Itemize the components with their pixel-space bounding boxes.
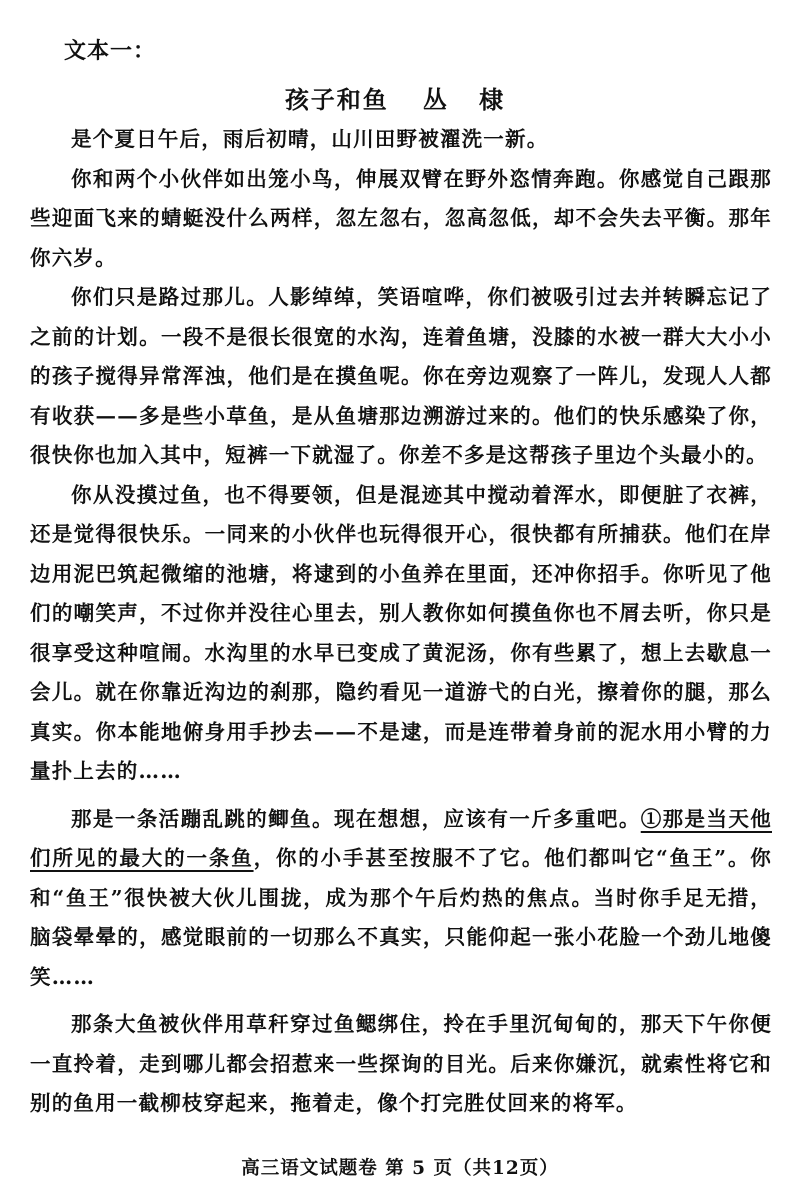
article-body [30,120,772,1124]
paragraph-5-lead: 那是一条活蹦乱跳的鲫鱼。现在想想，应该有一斤多重吧。 [71,806,641,831]
paragraph-3: 你们只是路过那儿。人影绰绰，笑语喧哗，你们被吸引过去并转瞬忘记了之前的计划。一段不是很长很宽的水沟，连着鱼塘，没膝的水被一群大大小小的孩子搅得异常浑浊，他们是在摸鱼呢。你在旁边观察了一阵儿，发现人人都有收获——多是些小草鱼，是从鱼塘那边溯游过来的。他们的快乐感染了你，很快你也加入其中，短裤一下就湿了。你差不多是这帮孩子里边个头最小的。 [30,285,772,467]
paragraph-2: 你和两个小伙伴如出笼小鸟，伸展双臂在野外恣情奔跑。你感觉自己跟那些迎面飞来的蜻蜓没什么两样，忽左忽右，忽高忽低，却不会失去平衡。那年你六岁。 [30,166,772,270]
page-footer: 高三语文试题卷 第 5 页（共12页） [241,1158,559,1179]
paragraph-6: 那条大鱼被伙伴用草秆穿过鱼鳃绑住，拎在手里沉甸甸的，那天下午你便一直拎着，走到哪儿都会招惹来一些探询的目光。后来你嫌沉，就索性将它和别的鱼用一截柳枝穿起来，拖着走，像个打完胜仗回来的将军。 [30,1012,772,1115]
section-label: 文本一： [64,38,157,64]
paragraph-1: 是个夏日午后，雨后初晴，山川田野被濯洗一新。 [71,127,549,151]
article-heading [0,80,800,115]
paragraph-4: 你从没摸过鱼，也不得要领，但是混迹其中搅动着浑水，即便脏了衣裤，还是觉得很快乐。一同来的小伙伴也玩得很开心，很快都有所捕获。他们在岸边用泥巴筑起微缩的池塘，将逮到的小鱼养在里面，还冲你招手。你听见了他们的嘲笑声，不过你并没往心里去，别人教你如何摸鱼你也不屑去听，你只是很享受这种喧闹。水沟里的水早已变成了黄泥汤，你有些累了，想上去歇息一会儿。就在你靠近沟边的刹那，隐约看见一道游弋的白光，擦着你的腿，那么真实。你本能地俯身用手抄去——不是逮，而是连带着身前的泥水用小臂的力量扑上去的…… [30,482,772,783]
article-author: 丛 棣 [422,85,516,114]
underlined-sentence-1: ①那是当天他们所见的最大的一条鱼 [30,806,772,870]
article-title: 孩子和鱼 [284,85,389,114]
paragraph-5 [30,800,772,998]
paragraph-5-rest: ，你的小手甚至按服不了它。他们都叫它“鱼王”。你和“鱼王”很快被大伙儿围拢，成为那个午后灼热的焦点。当时你手足无措，脑袋晕晕的，感觉眼前的一切那么不真实，只能仰起一张小花脸一个劲儿地傻笑…… [30,846,773,989]
